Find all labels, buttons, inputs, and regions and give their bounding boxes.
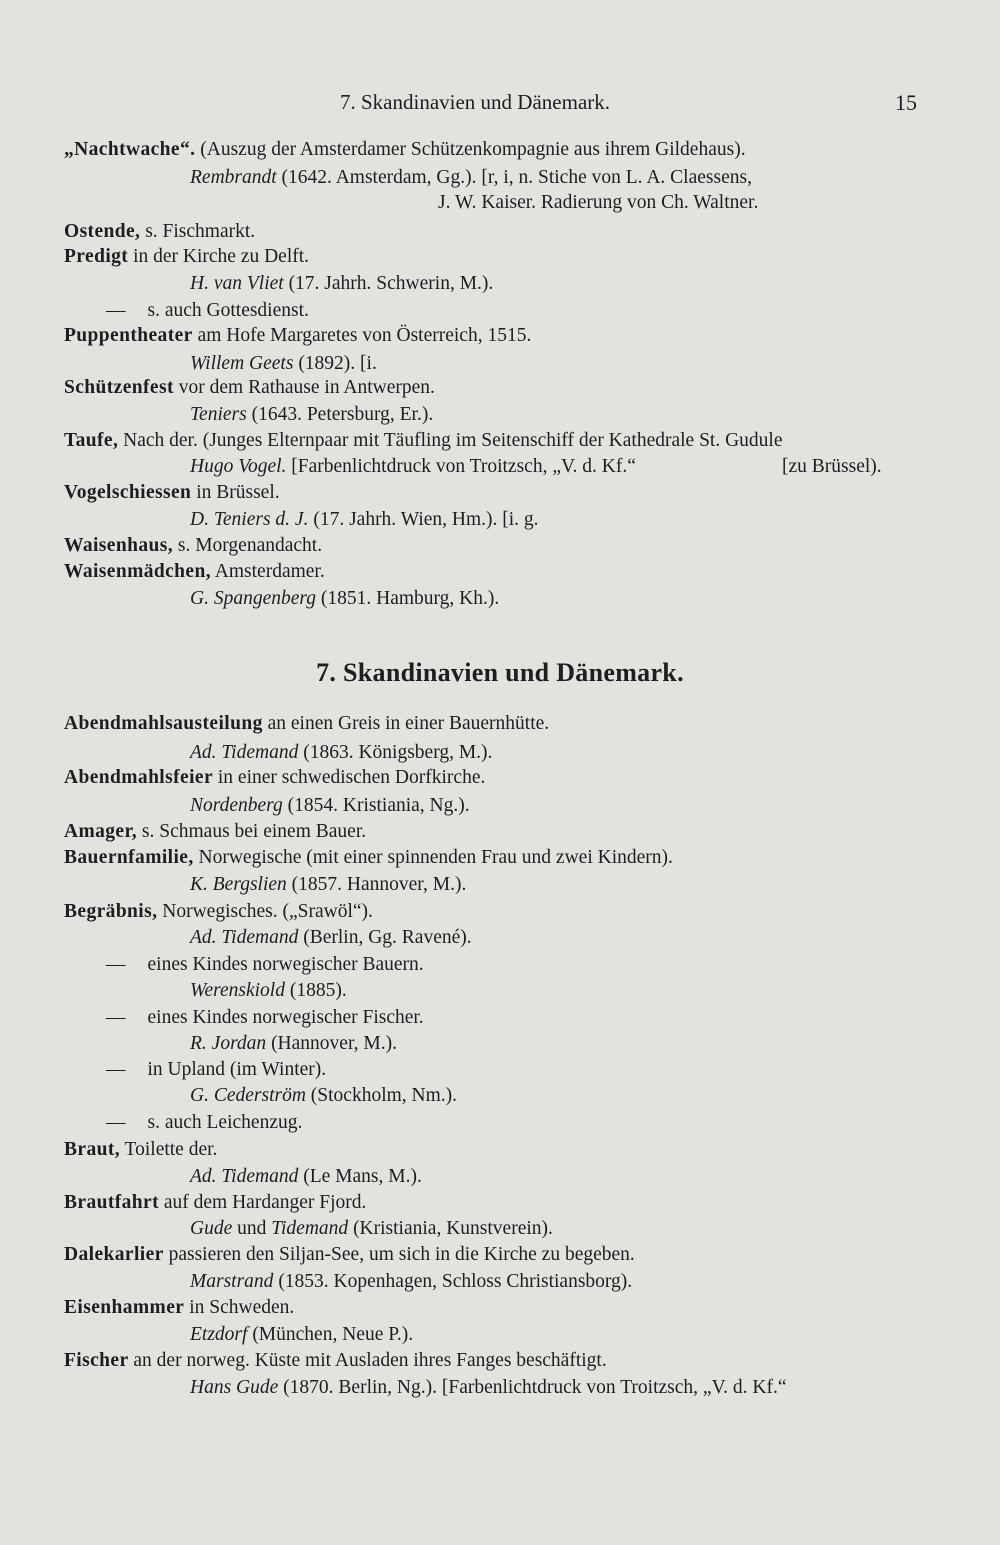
entry-text: (Kristiania, Kunstverein).	[348, 1218, 553, 1239]
entry-line	[190, 740, 492, 766]
entry-line	[64, 1295, 294, 1321]
artist-name: Gude	[190, 1218, 233, 1239]
entry-text: (1854. Kristiania, Ng.).	[282, 795, 470, 816]
entry-line	[64, 244, 309, 270]
entry-lemma: Abendmahlsfeier	[64, 767, 213, 788]
entry-text: (Stockholm, Nm.).	[305, 1085, 458, 1106]
entry-lemma: Waisenhaus,	[64, 535, 173, 556]
entry-text: (München, Neue P.).	[247, 1324, 414, 1345]
entry-line	[64, 819, 366, 845]
entry-line	[190, 925, 472, 951]
artist-name: Teniers	[190, 404, 247, 425]
entry-lemma: Bauernfamilie,	[64, 847, 194, 868]
entry-lemma: Taufe,	[64, 430, 119, 451]
entry-text: in der Kirche zu Delft.	[128, 246, 310, 267]
entry-text: (17. Jahrh. Schwerin, M.).	[283, 273, 494, 294]
section-heading: 7. Skandinavien und Dänemark.	[316, 658, 684, 687]
entry-text: J. W. Kaiser. Radierung von Ch. Waltner.	[438, 192, 759, 213]
entry-text: Amsterdamer.	[211, 561, 325, 582]
entry-line	[106, 1110, 302, 1136]
entry-text: auf dem Hardanger Fjord.	[159, 1192, 367, 1213]
entry-text: s. Schmaus bei einem Bauer.	[137, 821, 367, 842]
entry-line	[106, 298, 309, 324]
entry-line	[106, 952, 424, 978]
ditto-dash: —	[106, 1007, 126, 1028]
entry-line	[64, 533, 322, 559]
entry-line	[190, 351, 377, 377]
entry-line	[190, 454, 636, 480]
artist-name: Werenskiold	[190, 980, 285, 1001]
entry-lemma: Begräbnis,	[64, 901, 158, 922]
artist-name: Hugo Vogel.	[190, 456, 287, 477]
entry-text: passieren den Siljan-See, um sich in die Kirche zu begeben.	[163, 1244, 635, 1265]
entry-lemma: Predigt	[64, 246, 129, 267]
entry-line	[190, 793, 470, 819]
entry-line	[64, 899, 373, 925]
entry-lemma: Eisenhammer	[64, 1297, 185, 1318]
entry-line	[190, 1216, 553, 1242]
entry-text: (1857. Hannover, M.).	[286, 874, 467, 895]
entry-text: in einer schwedischen Dorfkirche.	[213, 767, 486, 788]
entry-line	[106, 1005, 424, 1031]
entry-line	[64, 1242, 635, 1268]
ditto-dash: —	[106, 1059, 126, 1080]
entry-line	[190, 165, 752, 191]
entry-line	[64, 1348, 607, 1374]
entry-text: (Hannover, M.).	[266, 1033, 397, 1054]
entry-line	[190, 586, 499, 612]
entry-text: (1892). [i.	[293, 353, 377, 374]
entry-line	[64, 1190, 366, 1216]
entry-text: s. auch Gottesdienst.	[147, 300, 309, 321]
artist-name: Ad. Tidemand	[190, 1166, 299, 1187]
entry-lemma: „Nachtwache“.	[64, 139, 196, 160]
entry-text: Nach der. (Junges Elternpaar mit Täufling im Seitenschiff der Kathedrale St. Gudule	[118, 430, 783, 451]
entry-text: (17. Jahrh. Wien, Hm.). [i. g.	[308, 509, 539, 530]
artist-name: H. van Vliet	[190, 273, 284, 294]
entry-text: s. Fischmarkt.	[140, 221, 256, 242]
artist-name: G. Spangenberg	[190, 588, 317, 609]
artist-name: Marstrand	[190, 1271, 274, 1292]
entry-lemma: Fischer	[64, 1350, 129, 1371]
entry-text: an einen Greis in einer Bauernhütte.	[262, 713, 550, 734]
entry-line	[782, 454, 882, 480]
entry-lemma: Amager,	[64, 821, 138, 842]
entry-text: (1642. Amsterdam, Gg.). [r, i, n. Stiche von L. A. Claessens,	[276, 167, 752, 188]
entry-lemma: Abendmahlsausteilung	[64, 713, 263, 734]
entry-text: (Berlin, Gg. Ravené).	[298, 927, 472, 948]
entry-line	[190, 507, 539, 533]
entry-lemma: Ostende,	[64, 221, 141, 242]
entry-line	[64, 375, 435, 401]
ditto-dash: —	[106, 300, 126, 321]
artist-name: K. Bergslien	[190, 874, 287, 895]
artist-name: Willem Geets	[190, 353, 294, 374]
entry-text: und	[232, 1218, 272, 1239]
entry-text: (1885).	[284, 980, 347, 1001]
entry-line	[64, 219, 255, 245]
entry-text: (1863. Königsberg, M.).	[298, 742, 493, 763]
entry-line	[64, 559, 325, 585]
entry-text: am Hofe Margaretes von Österreich, 1515.	[192, 325, 532, 346]
entry-text: (1851. Hamburg, Kh.).	[316, 588, 500, 609]
entry-text: Norwegische (mit einer spinnenden Frau und zwei Kindern).	[193, 847, 673, 868]
entry-line	[190, 872, 466, 898]
entry-text: s. auch Leichenzug.	[147, 1112, 303, 1133]
artist-name: R. Jordan	[190, 1033, 267, 1054]
entry-text: in Schweden.	[184, 1297, 295, 1318]
entry-text: eines Kindes norwegischer Bauern.	[147, 954, 424, 975]
entry-line	[190, 1269, 632, 1295]
entry-line	[190, 1322, 413, 1348]
entry-text: Toilette der.	[120, 1139, 218, 1160]
entry-line	[64, 428, 783, 454]
entry-text: (Auszug der Amsterdamer Schützenkompagnie aus ihrem Gildehaus).	[195, 139, 746, 160]
artist-name: Rembrandt	[190, 167, 277, 188]
entry-line	[190, 271, 493, 297]
entry-text: eines Kindes norwegischer Fischer.	[147, 1007, 424, 1028]
artist-name: D. Teniers d. J.	[190, 509, 309, 530]
entry-line	[190, 1083, 457, 1109]
entry-text: [Farbenlichtdruck von Troitzsch, „V. d. Kf.“	[286, 456, 636, 477]
entry-lemma: Vogelschiessen	[64, 482, 192, 503]
entry-line	[64, 845, 673, 871]
entry-lemma: Waisenmädchen,	[64, 561, 211, 582]
entry-line	[190, 1164, 422, 1190]
page-number: 15	[895, 90, 917, 115]
artist-name: G. Cederström	[190, 1085, 306, 1106]
entry-text: in Brüssel.	[191, 482, 280, 503]
entry-line	[438, 190, 758, 216]
entry-line	[190, 402, 433, 428]
entry-text: Norwegisches. („Srawöl“).	[157, 901, 373, 922]
entry-text: in Upland (im Winter).	[147, 1059, 327, 1080]
artist-name: Ad. Tidemand	[190, 927, 299, 948]
entry-text: (1643. Petersburg, Er.).	[246, 404, 434, 425]
entry-line	[64, 711, 549, 737]
entry-lemma: Schützenfest	[64, 377, 174, 398]
entry-lemma: Braut,	[64, 1139, 121, 1160]
entry-text: an der norweg. Küste mit Ausladen ihres Fanges beschäftigt.	[128, 1350, 607, 1371]
entry-lemma: Puppentheater	[64, 325, 193, 346]
entry-lemma: Dalekarlier	[64, 1244, 164, 1265]
entry-line	[106, 1057, 326, 1083]
artist-name: Tidemand	[271, 1218, 349, 1239]
entry-line	[190, 1375, 787, 1401]
entry-line	[190, 978, 347, 1004]
entry-line	[64, 1137, 217, 1163]
entry-line	[64, 765, 485, 791]
entry-lemma: Brautfahrt	[64, 1192, 159, 1213]
artist-name: Ad. Tidemand	[190, 742, 299, 763]
entry-line	[64, 480, 280, 506]
entry-line	[64, 323, 531, 349]
ditto-dash: —	[106, 954, 126, 975]
entry-text: [zu Brüssel).	[782, 456, 882, 477]
ditto-dash: —	[106, 1112, 126, 1133]
artist-name: Etzdorf	[190, 1324, 248, 1345]
entry-text: (Le Mans, M.).	[298, 1166, 422, 1187]
running-head-title: 7. Skandinavien und Dänemark.	[340, 90, 611, 114]
entry-text: (1870. Berlin, Ng.). [Farbenlichtdruck von Troitzsch, „V. d. Kf.“	[278, 1377, 787, 1398]
entry-text: (1853. Kopenhagen, Schloss Christiansborg).	[273, 1271, 633, 1292]
entry-text: vor dem Rathause in Antwerpen.	[173, 377, 435, 398]
entry-text: s. Morgenandacht.	[172, 535, 323, 556]
artist-name: Hans Gude	[190, 1377, 279, 1398]
entry-line	[64, 137, 746, 163]
entry-line	[190, 1031, 397, 1057]
artist-name: Nordenberg	[190, 795, 283, 816]
